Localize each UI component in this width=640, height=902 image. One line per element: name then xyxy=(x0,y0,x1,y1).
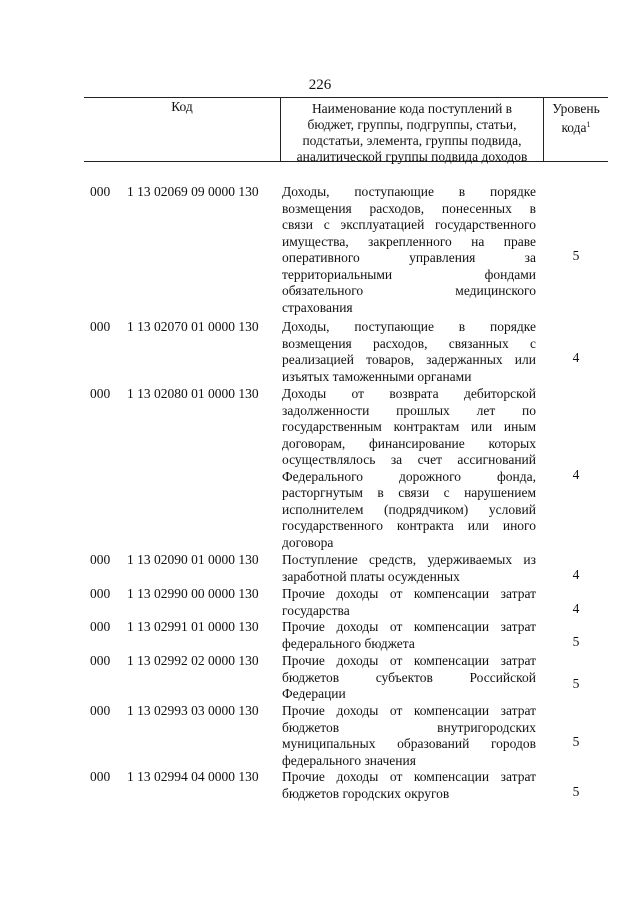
row-prefix: 000 xyxy=(90,319,111,334)
row-name xyxy=(282,386,536,551)
row-name-line: Прочие доходы от компенсации затрат xyxy=(282,619,536,634)
row-name-line: договорам, финансирование которых xyxy=(282,435,536,451)
page-number: 226 xyxy=(308,77,332,93)
row-name xyxy=(282,653,536,703)
row-name-line: связи с эксплуатацией государственного xyxy=(282,217,536,232)
row-name-line: бюджетов внутригородских xyxy=(282,719,536,735)
row-level: 5 xyxy=(572,734,580,749)
row-name-line: осуществлялось за счет ассигнований xyxy=(282,452,536,467)
header-level xyxy=(544,101,608,136)
row-code: 1 13 02994 04 0000 130 xyxy=(127,769,259,784)
row-prefix: 000 xyxy=(90,703,111,718)
row-name-line: государства xyxy=(282,602,350,618)
row-prefix: 000 xyxy=(90,386,111,401)
row-name xyxy=(282,703,536,769)
row-level: 5 xyxy=(572,675,580,691)
row-level: 4 xyxy=(572,466,580,482)
row-name-line: Федерального дорожного фонда, xyxy=(282,468,536,484)
row-name-line: Прочие доходы от компенсации затрат xyxy=(282,653,536,668)
row-code: 1 13 02070 01 0000 130 xyxy=(127,319,259,334)
row-name-line: Прочие доходы от компенсации затрат xyxy=(282,703,536,718)
row-code: 1 13 02080 01 0000 130 xyxy=(127,386,259,401)
header-level-line2: кода xyxy=(561,120,587,135)
row-name-line: обязательного медицинского xyxy=(282,283,536,298)
row-name-line: изъятых таможенными органами xyxy=(282,368,472,384)
table-header xyxy=(84,97,608,162)
row-name xyxy=(282,184,536,316)
row-name xyxy=(282,319,536,385)
row-code: 1 13 02991 01 0000 130 xyxy=(127,619,259,634)
row-name-line: Прочие доходы от компенсации затрат xyxy=(282,769,536,784)
row-name-line: задолженности прошлых лет по xyxy=(282,402,536,418)
row-name-line: Федерации xyxy=(282,686,346,701)
row-name-line: территориальными фондами xyxy=(282,266,536,282)
row-name-line: Доходы, поступающие в порядке xyxy=(282,319,536,334)
row-name-line: федерального бюджета xyxy=(282,635,415,651)
row-prefix: 000 xyxy=(90,586,111,601)
row-name-line: страхования xyxy=(282,299,353,315)
row-name-line: возмещения расходов, понесенных в xyxy=(282,200,536,216)
row-name-line: возмещения расходов, связанных с xyxy=(282,335,536,351)
header-name-line: Наименование кода поступлений в xyxy=(311,101,513,116)
row-name xyxy=(282,552,536,585)
header-name xyxy=(281,101,543,165)
row-level: 5 xyxy=(572,248,580,263)
row-name-line: реализацией товаров, задержанных или xyxy=(282,352,536,367)
header-name-line: бюджет, группы, подгруппы, статьи, xyxy=(307,117,517,132)
row-name-line: Доходы от возврата дебиторской xyxy=(282,386,536,401)
row-name-line: государственным контрактам или иным xyxy=(282,419,536,434)
row-name-line: муниципальных образований городов xyxy=(282,736,536,751)
row-prefix: 000 xyxy=(90,552,111,567)
row-level: 4 xyxy=(572,600,580,616)
row-name xyxy=(282,586,536,619)
row-name-line: договора xyxy=(282,534,334,550)
row-level: 5 xyxy=(572,783,580,799)
row-prefix: 000 xyxy=(90,769,111,784)
row-name-line: заработной платы осужденных xyxy=(282,568,460,584)
row-prefix: 000 xyxy=(90,619,111,634)
row-name-line: исполнителем (подрядчиком) условий xyxy=(282,501,536,517)
row-name-line: имущества, закрепленного на праве xyxy=(282,233,536,249)
row-level: 5 xyxy=(572,633,580,649)
row-prefix: 000 xyxy=(90,653,111,668)
row-code: 1 13 02069 09 0000 130 xyxy=(127,184,259,199)
header-name-line: аналитической группы подвида доходов xyxy=(296,149,528,164)
row-name-line: Поступление средств, удерживаемых из xyxy=(282,552,536,567)
row-code: 1 13 02993 03 0000 130 xyxy=(127,703,259,718)
row-name xyxy=(282,769,536,802)
row-level: 4 xyxy=(572,566,580,582)
header-code: Код xyxy=(171,99,193,114)
row-name-line: государственного контракта или иного xyxy=(282,518,536,533)
row-code: 1 13 02090 01 0000 130 xyxy=(127,552,259,567)
row-prefix: 000 xyxy=(90,184,111,199)
row-name-line: расторгнутым в связи с нарушением xyxy=(282,485,536,500)
row-name-line: федерального значения xyxy=(282,752,416,768)
row-name xyxy=(282,619,536,652)
row-name-line: оперативного управления за xyxy=(282,250,536,265)
row-name-line: бюджетов субъектов Российской xyxy=(282,669,536,685)
header-level-line1: Уровень xyxy=(552,101,600,116)
row-level: 4 xyxy=(572,350,580,365)
row-code: 1 13 02990 00 0000 130 xyxy=(127,586,259,601)
header-name-line: подстатьи, элемента, группы подвида, xyxy=(302,133,522,148)
header-level-footnote: 1 xyxy=(586,120,591,129)
row-name-line: Прочие доходы от компенсации затрат xyxy=(282,586,536,601)
row-name-line: Доходы, поступающие в порядке xyxy=(282,184,536,199)
row-code: 1 13 02992 02 0000 130 xyxy=(127,653,259,668)
row-name-line: бюджетов городских округов xyxy=(282,785,450,801)
